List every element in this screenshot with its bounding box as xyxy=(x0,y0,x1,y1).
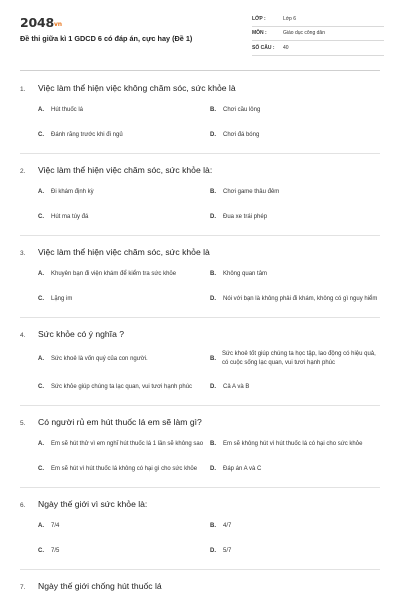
question-number: 3. xyxy=(20,250,26,257)
option-letter: A. xyxy=(38,189,44,195)
option-text: Em sẽ hút vì hút thuốc lá không có hại gì cho sức khỏe xyxy=(51,465,198,472)
question-line xyxy=(20,581,382,593)
option-letter: D. xyxy=(210,466,216,472)
option-text: Cả A và B xyxy=(223,383,250,390)
option-text: Sức khoẻ tốt giúp chúng ta học tập, lao động có hiệu quả, có cuộc sống lạc quan, vui tươi hạnh phúc xyxy=(222,351,376,366)
question-list xyxy=(20,72,382,593)
question-number: 1. xyxy=(20,86,26,93)
meta-value: Giáo dục công dân xyxy=(283,30,325,37)
option-text: Sức khoẻ là vốn quý của con người. xyxy=(51,355,148,362)
option-letter: C. xyxy=(38,296,44,302)
option-letter: D. xyxy=(210,132,216,138)
option-letter: A. xyxy=(38,356,44,362)
answer-option[interactable] xyxy=(210,545,382,557)
answer-option[interactable] xyxy=(38,520,210,532)
answer-options xyxy=(20,104,382,141)
answer-option[interactable] xyxy=(210,268,382,280)
answer-option[interactable] xyxy=(38,438,210,450)
option-text: Không quan tâm xyxy=(223,270,268,277)
option-text: Đáp án A và C xyxy=(223,465,262,472)
option-text: Đi khám định kỳ xyxy=(51,188,94,195)
option-text: Em sẽ không hút vì hút thuốc lá có hại cho sức khỏe xyxy=(223,440,363,447)
answer-options xyxy=(20,438,382,475)
answer-option[interactable] xyxy=(210,129,382,141)
option-text: 7/4 xyxy=(51,522,60,529)
question-item xyxy=(20,417,382,488)
option-letter: A. xyxy=(38,441,44,447)
meta-key: MÔN : xyxy=(252,30,267,37)
answer-option[interactable] xyxy=(210,293,382,305)
meta-key: LỚP : xyxy=(252,15,266,22)
answer-option[interactable] xyxy=(210,350,382,368)
exam-meta-table xyxy=(252,12,384,56)
question-number: 7. xyxy=(20,584,26,591)
option-letter: C. xyxy=(38,384,44,390)
answer-options xyxy=(20,350,382,393)
answer-option[interactable] xyxy=(38,350,210,368)
answer-option[interactable] xyxy=(210,211,382,223)
option-text: Đua xe trái phép xyxy=(223,213,268,220)
question-item xyxy=(20,83,382,154)
header-divider xyxy=(20,70,380,71)
option-letter: A. xyxy=(38,107,44,113)
question-text: Việc làm thể hiện việc chăm sóc, sức khỏe là xyxy=(38,247,210,257)
question-divider xyxy=(20,569,380,570)
question-line xyxy=(20,165,382,177)
option-letter: B. xyxy=(210,271,216,277)
option-letter: D. xyxy=(210,296,216,302)
question-text: Ngày thế giới chống hút thuốc lá xyxy=(38,581,162,591)
answer-option[interactable] xyxy=(210,104,382,116)
question-line xyxy=(20,417,382,429)
question-line xyxy=(20,83,382,95)
answer-option[interactable] xyxy=(210,520,382,532)
question-number: 6. xyxy=(20,502,26,509)
option-letter: A. xyxy=(38,523,44,529)
site-logo[interactable] xyxy=(20,15,62,30)
logo-text: 2048 xyxy=(20,15,54,30)
question-divider xyxy=(20,405,380,406)
option-letter: B. xyxy=(210,189,216,195)
option-letter: C. xyxy=(38,548,44,554)
page-header xyxy=(0,0,400,66)
document-title: Đề thi giữa kì 1 GDCD 6 có đáp án, cực hay (Đề 1) xyxy=(20,34,193,43)
answer-option[interactable] xyxy=(38,293,210,305)
question-text: Việc làm thể hiện việc chăm sóc, sức khỏe là: xyxy=(38,165,213,175)
option-letter: D. xyxy=(210,384,216,390)
question-text: Ngày thế giới vì sức khỏe là: xyxy=(38,499,148,509)
meta-value: 40 xyxy=(283,44,289,51)
answer-option[interactable] xyxy=(38,381,210,393)
answer-option[interactable] xyxy=(38,545,210,557)
answer-option[interactable] xyxy=(38,104,210,116)
answer-option[interactable] xyxy=(38,268,210,280)
answer-option[interactable] xyxy=(38,129,210,141)
question-item xyxy=(20,247,382,318)
option-letter: B. xyxy=(210,107,216,113)
answer-option[interactable] xyxy=(210,463,382,475)
option-text: Chơi đá bóng xyxy=(223,131,260,138)
option-text: 5/7 xyxy=(223,547,232,554)
answer-option[interactable] xyxy=(210,186,382,198)
option-letter: B. xyxy=(210,356,216,362)
option-text: Em sẽ hút thử vì em nghĩ hút thuốc lá 1 lần sẽ không sao xyxy=(51,440,204,447)
answer-options xyxy=(20,268,382,305)
option-text: Chơi cầu lông xyxy=(223,106,261,113)
meta-key: SỐ CÂU : xyxy=(252,44,275,51)
option-text: Hút thuốc lá xyxy=(51,106,84,113)
option-letter: B. xyxy=(210,441,216,447)
question-line xyxy=(20,499,382,511)
meta-row-count xyxy=(252,41,384,56)
option-text: Chơi game thâu đêm xyxy=(223,188,280,195)
option-letter: D. xyxy=(210,214,216,220)
answer-options xyxy=(20,520,382,557)
logo-suffix: vn xyxy=(54,21,62,28)
question-number: 4. xyxy=(20,332,26,339)
answer-options xyxy=(20,186,382,223)
option-text: Đánh răng trước khi đi ngủ xyxy=(51,131,123,138)
question-line xyxy=(20,247,382,259)
question-text: Việc làm thể hiện việc không chăm sóc, sức khỏe là xyxy=(38,83,236,93)
meta-value: Lớp 6 xyxy=(283,15,297,22)
question-divider xyxy=(20,235,380,236)
question-number: 5. xyxy=(20,420,26,427)
question-text: Sức khỏe có ý nghĩa ? xyxy=(38,329,125,339)
option-text: Khuyên bạn đi viện khám để kiểm tra sức khỏe xyxy=(51,270,177,277)
option-text: Nói với bạn là không phải đi khám, không có gì nguy hiểm xyxy=(223,295,378,302)
question-number: 2. xyxy=(20,168,26,175)
option-letter: D. xyxy=(210,548,216,554)
meta-row-class xyxy=(252,12,384,27)
option-letter: A. xyxy=(38,271,44,277)
answer-option[interactable] xyxy=(210,381,382,393)
option-text: Lặng im xyxy=(51,295,73,302)
answer-option[interactable] xyxy=(210,438,382,450)
answer-option[interactable] xyxy=(38,463,210,475)
question-divider xyxy=(20,317,380,318)
option-text: Hút ma túy đá xyxy=(51,213,89,220)
question-item xyxy=(20,581,382,593)
question-divider xyxy=(20,487,380,488)
meta-row-subject xyxy=(252,27,384,42)
option-letter: C. xyxy=(38,132,44,138)
answer-option[interactable] xyxy=(38,211,210,223)
option-letter: B. xyxy=(210,523,216,529)
answer-option[interactable] xyxy=(38,186,210,198)
question-divider xyxy=(20,153,380,154)
question-line xyxy=(20,329,382,341)
question-item xyxy=(20,329,382,406)
question-text: Có người rủ em hút thuốc lá em sẽ làm gì? xyxy=(38,417,202,427)
question-item xyxy=(20,499,382,570)
option-text: 4/7 xyxy=(223,522,232,529)
option-letter: C. xyxy=(38,214,44,220)
option-letter: C. xyxy=(38,466,44,472)
option-text: Sức khỏe giúp chúng ta lạc quan, vui tươi hạnh phúc xyxy=(51,383,193,390)
option-text: 7/5 xyxy=(51,547,60,554)
question-item xyxy=(20,165,382,236)
